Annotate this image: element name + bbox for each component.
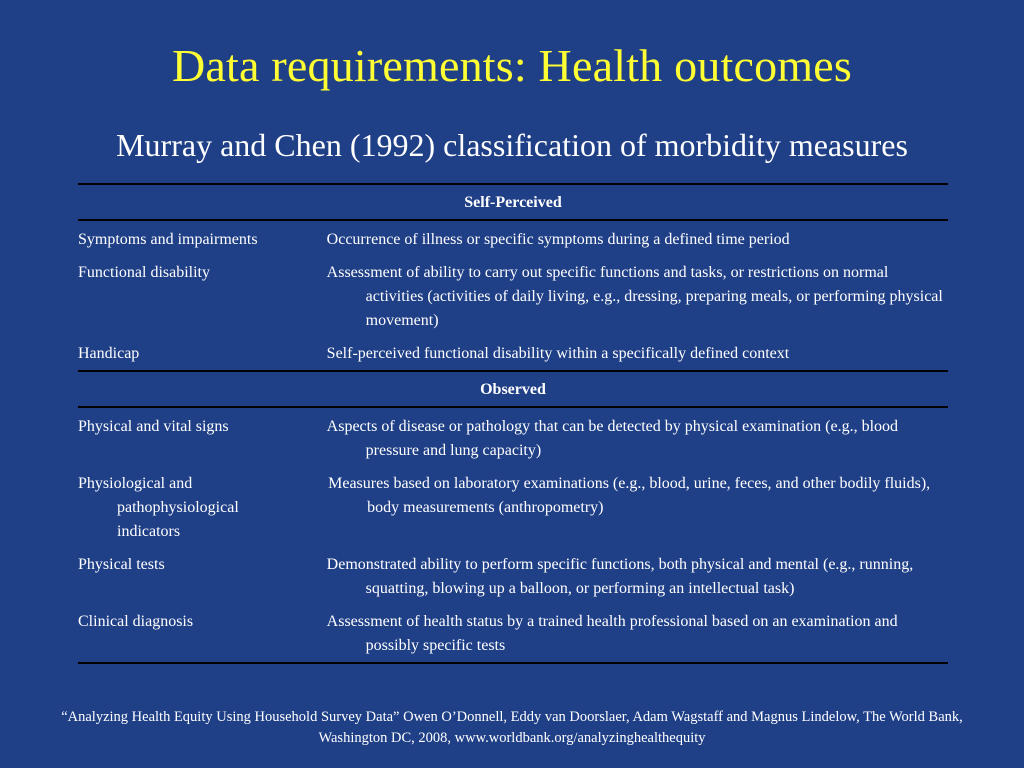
table-rule-bottom [78,662,948,664]
table-row [78,601,948,658]
description-cell: Assessment of health status by a trained health professional based on an examination and possibly specific tests [326,613,898,654]
measure-cell: Physiological and pathophysiological indicators [78,475,239,540]
table-row [78,463,948,544]
table-row [78,221,948,252]
slide-subtitle: Murray and Chen (1992) classification of morbidity measures [116,127,908,163]
measure-cell: Functional disability [78,264,210,281]
observed-rows [78,408,948,662]
measure-cell: Physical tests [78,556,165,573]
morbidity-measures-table [78,183,948,664]
description-cell: Demonstrated ability to perform specific functions, both physical and mental (e.g., running, squatting, blowing up a balloon, or performing an intellectual task) [326,556,914,597]
table-row [78,333,948,366]
description-cell: Assessment of ability to carry out specific functions and tasks, or restrictions on normal activities (activities of daily living, e.g., dressing, preparing meals, or performing physical movement) [326,264,943,329]
section-heading-self-perceived: Self-Perceived [464,194,562,211]
section-heading-observed: Observed [480,381,546,398]
table-row [78,408,948,463]
measure-cell: Symptoms and impairments [78,231,258,248]
measure-cell: Clinical diagnosis [78,613,194,630]
description-cell: Occurrence of illness or specific symptoms during a defined time period [326,231,790,248]
description-cell: Self-perceived functional disability within a specifically defined context [326,345,790,362]
description-cell: Aspects of disease or pathology that can be detected by physical examination (e.g., blood pressure and lung capacity) [326,418,899,459]
measure-cell: Handicap [78,345,140,362]
table-row [78,544,948,601]
source-footnote: “Analyzing Health Equity Using Household Survey Data” Owen O’Donnell, Eddy van Doorslaer, Adam Wagstaff and Magnus Lindelow, The World Bank, Washington DC, 2008, www.worldbank.org/analyzinghealthequity [61,709,963,746]
measure-cell: Physical and vital signs [78,418,229,435]
slide-title: Data requirements: Health outcomes [172,40,852,91]
description-cell: Measures based on laboratory examinations (e.g., blood, urine, feces, and other bodily fluids), body measurements (anthropometry) [328,475,931,516]
self-perceived-rows [78,221,948,370]
table-row [78,252,948,333]
